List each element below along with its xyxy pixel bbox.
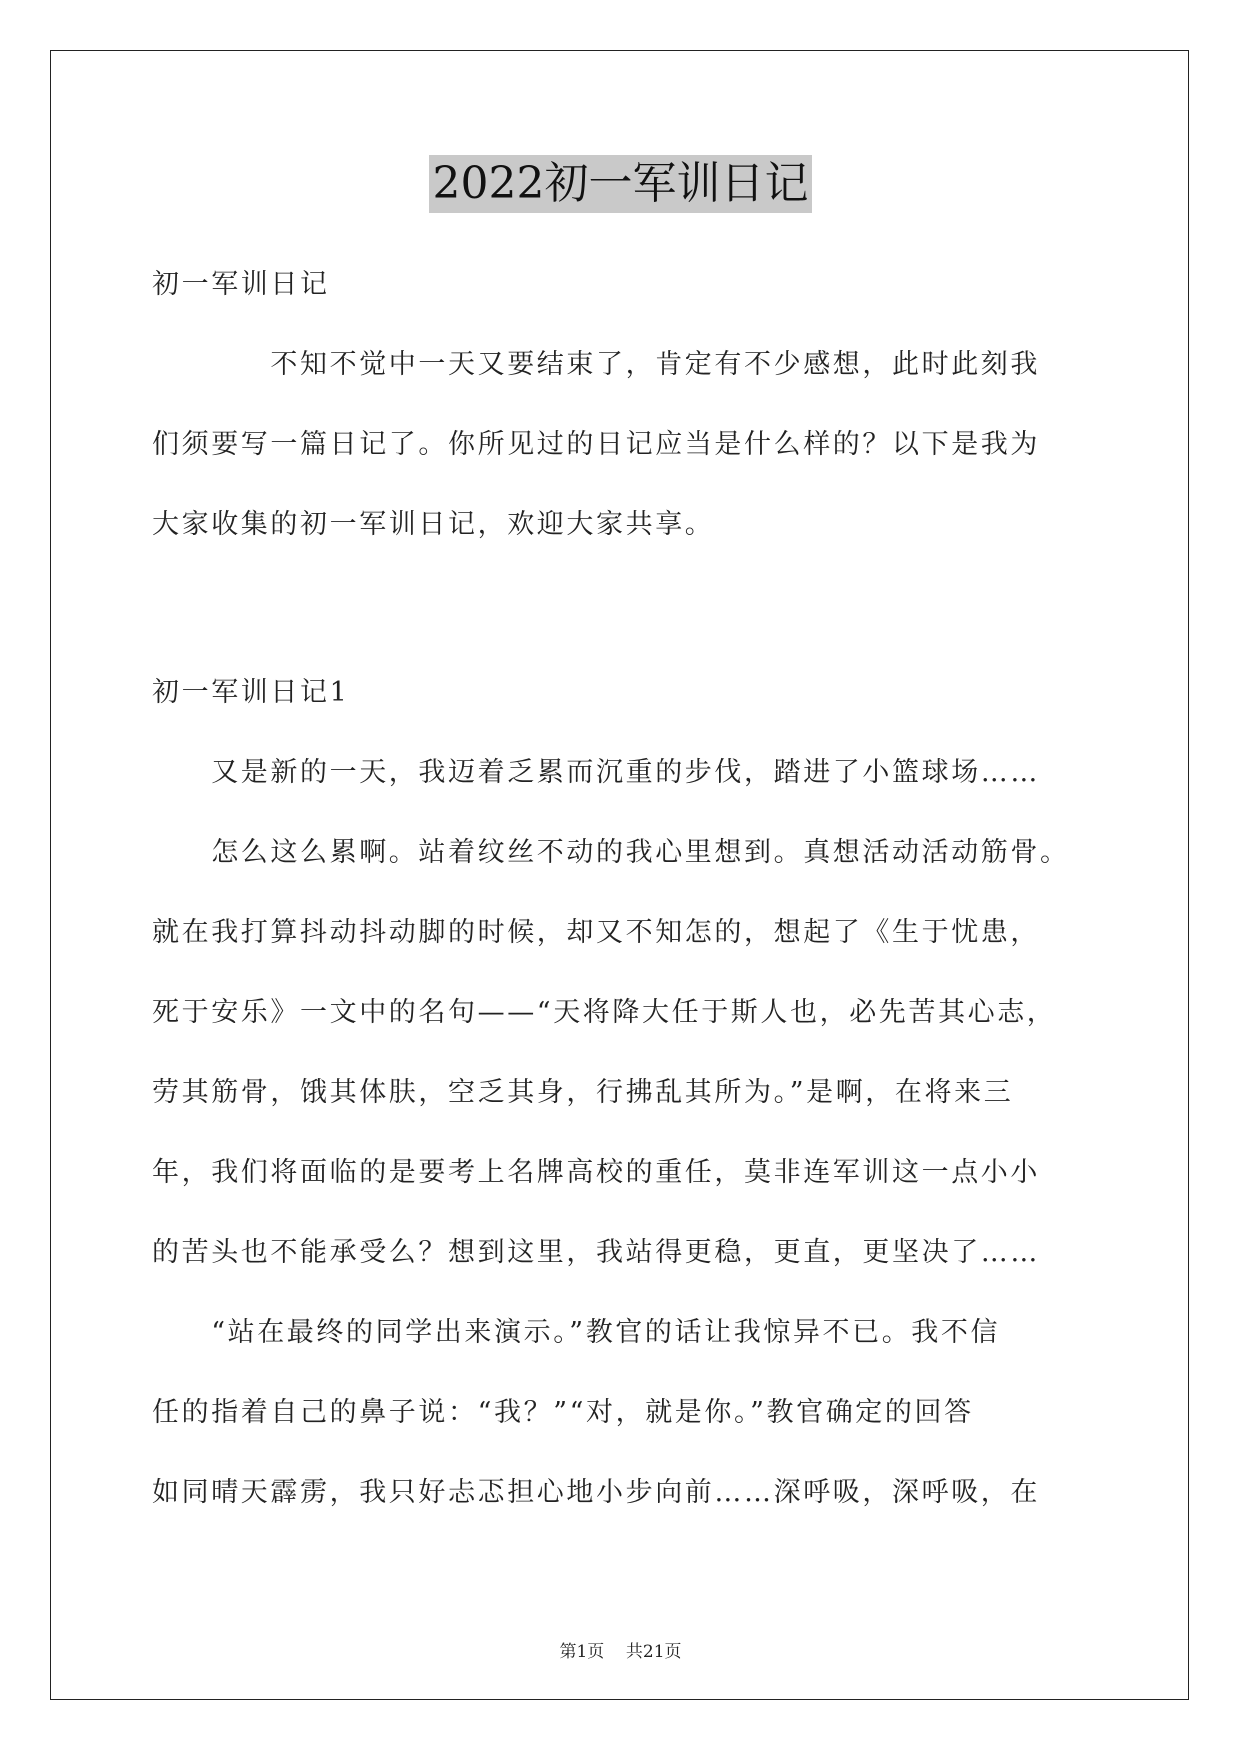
page-number: 第1页	[559, 1642, 605, 1662]
text-line: 不知不觉中一天又要结束了，肯定有不少感想，此时此刻我	[152, 349, 1040, 380]
page-total: 共21页	[625, 1642, 682, 1662]
text-line: 劳其筋骨，饿其体肤，空乏其身，行拂乱其所为。”是啊，在将来三	[152, 1077, 1014, 1108]
section-heading: 初一军训日记1	[152, 677, 350, 708]
text-line: 任的指着自己的鼻子说：“我？”“对，就是你。”教官确定的回答	[152, 1397, 974, 1428]
text-line: 们须要写一篇日记了。你所见过的日记应当是什么样的？以下是我为	[152, 429, 1040, 460]
title-container	[0, 155, 1241, 213]
text-line: 年，我们将面临的是要考上名牌高校的重任，莫非连军训这一点小小	[152, 1157, 1040, 1188]
page-footer	[0, 1637, 1241, 1662]
text-line: 又是新的一天，我迈着乏累而沉重的步伐，踏进了小篮球场……	[152, 757, 1040, 788]
text-line: 死于安乐》一文中的名句——“天将降大任于斯人也，必先苦其心志，	[152, 997, 1057, 1028]
document-title: 2022初一军训日记	[429, 155, 813, 213]
text-line: 就在我打算抖动抖动脚的时候，却又不知怎的，想起了《生于忧患，	[152, 917, 1040, 948]
text-line: 如同晴天霹雳，我只好忐忑担心地小步向前……深呼吸，深呼吸，在	[152, 1477, 1040, 1508]
text-line: “站在最终的同学出来演示。”教官的话让我惊异不已。我不信	[152, 1317, 1001, 1348]
section-heading: 初一军训日记	[152, 269, 330, 300]
text-line: 大家收集的初一军训日记，欢迎大家共享。	[152, 509, 715, 540]
text-line: 怎么这么累啊。站着纹丝不动的我心里想到。真想活动活动筋骨。	[152, 837, 1070, 868]
text-line: 的苦头也不能承受么？想到这里，我站得更稳，更直，更坚决了……	[152, 1237, 1040, 1268]
